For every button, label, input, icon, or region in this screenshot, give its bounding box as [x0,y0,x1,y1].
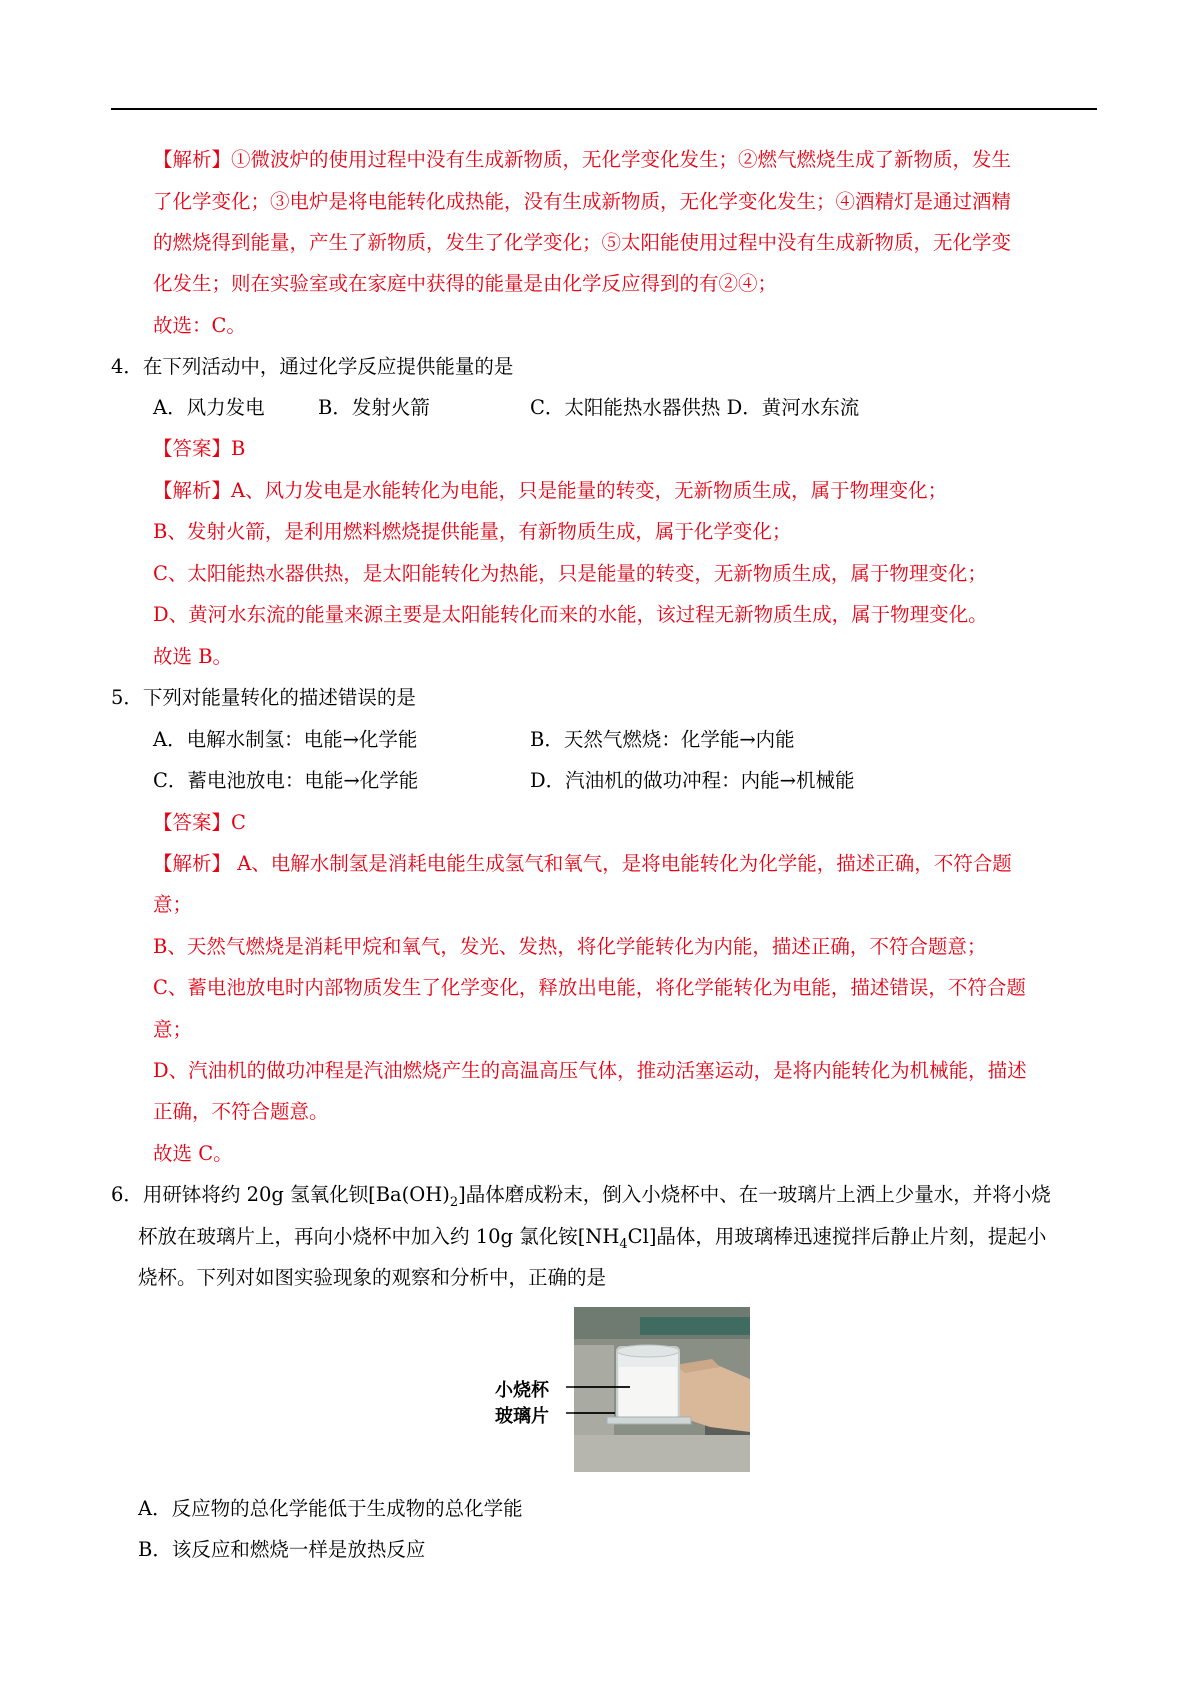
q5-stem: 5．下列对能量转化的描述错误的是 [111,686,416,709]
header-rule [111,108,1097,110]
q5-option-d: D．汽油机的做功冲程：内能→机械能 [530,769,855,792]
experiment-figure [480,1307,750,1472]
q5-answer: 【答案】C [153,811,246,834]
q6-stem-text: Cl]晶体，用玻璃棒迅速搅拌后静止片刻，提起小 [627,1225,1047,1248]
q5-analysis-line: 【解析】 A、电解水制氢是消耗电能生成氢气和氧气，是将电能转化为化学能，描述正确，不符合题 [153,852,1012,875]
q3-analysis-line: 【解析】①微波炉的使用过程中没有生成新物质，无化学变化发生；②燃气燃烧生成了新物质，发生 [153,148,1012,171]
q4-analysis-line: B、发射火箭，是利用燃料燃烧提供能量，有新物质生成，属于化学变化； [153,520,792,543]
subscript: 4 [619,1236,628,1252]
q4-option-a: A．风力发电 [153,396,265,419]
q5-option-b: B．天然气燃烧：化学能→内能 [530,728,795,751]
q5-option-a: A．电解水制氢：电能→化学能 [153,728,418,751]
q5-analysis-line: 意； [153,1018,193,1041]
q3-conclusion: 故选：C。 [153,314,246,337]
q6-stem-line-2 [138,1225,1046,1257]
q4-analysis-line: C、太阳能热水器供热，是太阳能转化为热能，只是能量的转变，无新物质生成，属于物理变化； [153,562,987,585]
q5-analysis-line: 意； [153,893,193,916]
q6-option-a: A．反应物的总化学能低于生成物的总化学能 [138,1497,523,1520]
figure-label-beaker: 小烧杯 [495,1380,549,1401]
q6-stem-text: 6．用研钵将约 20g 氢氧化钡[Ba(OH) [111,1183,450,1206]
q6-stem-text: ]晶体磨成粉末，倒入小烧杯中、在一玻璃片上洒上少量水，并将小烧 [458,1183,1051,1206]
q4-option-cd: C．太阳能热水器供热 D．黄河水东流 [530,396,860,419]
q4-analysis-line: D、黄河水东流的能量来源主要是太阳能转化而来的水能，该过程无新物质生成，属于物理变化。 [153,603,988,626]
q3-analysis-line: 化发生；则在实验室或在家庭中获得的能量是由化学反应得到的有②④； [153,272,778,295]
q6-stem-line-1 [111,1183,1051,1215]
q6-option-b: B．该反应和燃烧一样是放热反应 [138,1538,426,1561]
subscript: 2 [449,1194,459,1210]
q4-conclusion: 故选 B。 [153,645,233,668]
q3-analysis-line: 了化学变化；③电炉是将电能转化成热能，没有生成新物质，无化学变化发生；④酒精灯是通过酒精 [153,190,1012,213]
figure-label-glass-plate: 玻璃片 [495,1406,549,1427]
q3-analysis-line: 的燃烧得到能量，产生了新物质，发生了化学变化；⑤太阳能使用过程中没有生成新物质，无化学变 [153,231,1012,254]
q6-stem-line-3: 烧杯。下列对如图实验现象的观察和分析中，正确的是 [138,1266,607,1289]
q5-analysis-line: B、天然气燃烧是消耗甲烷和氧气，发光、发热，将化学能转化为内能，描述正确，不符合题意； [153,935,987,958]
q4-option-b: B．发射火箭 [318,396,430,419]
q5-analysis-line: C、蓄电池放电时内部物质发生了化学变化，释放出电能，将化学能转化为电能，描述错误，不符合题 [153,976,1026,999]
q5-option-c: C．蓄电池放电：电能→化学能 [153,769,419,792]
q5-analysis-line: D、汽油机的做功冲程是汽油燃烧产生的高温高压气体，推动活塞运动，是将内能转化为机械能，描述 [153,1059,1027,1082]
q4-answer: 【答案】B [153,437,246,460]
q6-stem-text: 杯放在玻璃片上，再向小烧杯中加入约 10g 氯化铵[NH [138,1225,620,1248]
q5-analysis-line: 正确，不符合题意。 [153,1100,329,1123]
q5-conclusion: 故选 C。 [153,1142,233,1165]
q4-analysis-line: 【解析】A、风力发电是水能转化为电能，只是能量的转变，无新物质生成，属于物理变化； [153,479,948,502]
q4-stem: 4．在下列活动中，通过化学反应提供能量的是 [111,355,514,378]
